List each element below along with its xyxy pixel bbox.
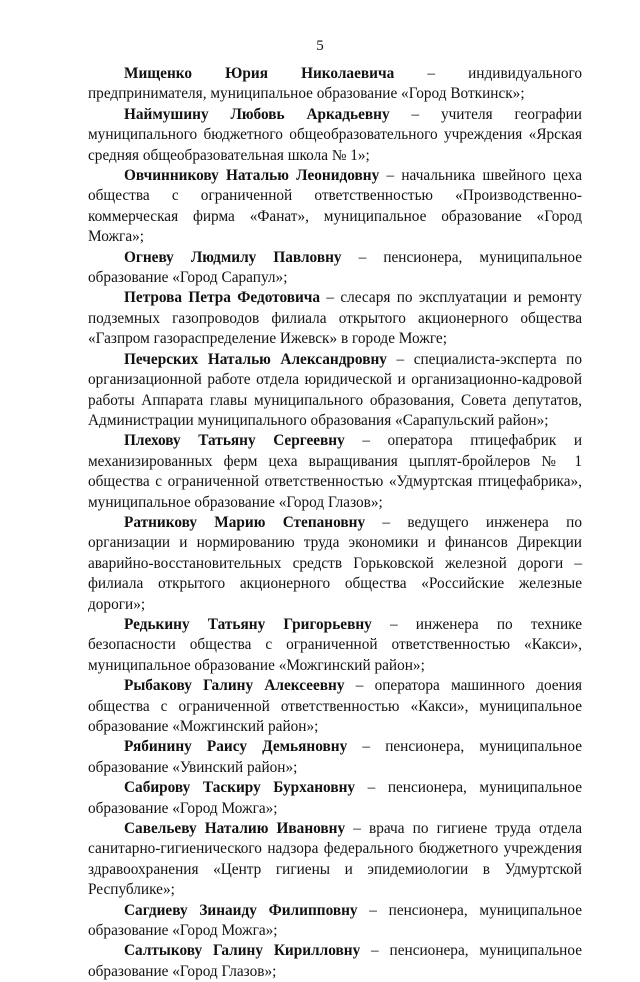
entry-text: – оператора машинного доения общества с ограниченной ответственностью «Какси», муниципальное образование «Можгинский район»; — [88, 677, 583, 735]
entry-text: – начальника швейного цеха общества с ограниченной ответственностью «Производственно-коммерческая фирма «Фанат», муниципальное образование «Город Можга»; — [88, 167, 582, 246]
entry-paragraph — [88, 737, 582, 778]
entry-paragraph — [88, 676, 582, 737]
entry-name: Рыбакову Галину Алексеевну — [124, 677, 345, 695]
entry-text: – пенсионера, муниципальное образование «Город Можга»; — [88, 779, 582, 817]
entry-text: – врача по гигиене труда отдела санитарно-гигиенического надзора федерального бюджетного учреждения здравоохранения «Центр гигиены и эпидемиологии в Удмуртской Республике»; — [88, 820, 582, 899]
entry-name: Сабирову Таскиру Бурхановну — [124, 779, 356, 797]
entry-paragraph — [88, 431, 582, 513]
entry-name: Плехову Татьяну Сергеевну — [124, 432, 345, 450]
entry-name: Овчинникову Наталью Леонидовну — [124, 167, 380, 185]
page-number: 5 — [316, 38, 324, 54]
entry-name: Сагдиеву Зинаиду Филипповну — [124, 901, 358, 919]
entry-paragraph — [88, 288, 582, 349]
entry-name: Наймушину Любовь Аркадьевну — [124, 105, 390, 123]
entry-text: – учителя географии муниципального бюджетного общеобразовательного учреждения «Ярская средняя общеобразовательная школа № 1»; — [88, 105, 582, 164]
entry-paragraph — [88, 64, 582, 105]
entry-text: – ведущего инженера по организации и нормированию труда экономики и финансов Дирекции аварийно-восстановительных средств Горьковской железной дороги – филиала открытого акционерного общества «Российские железные дороги»; — [88, 513, 582, 613]
entry-paragraph — [88, 819, 582, 901]
entry-name: Печерских Наталью Александровну — [124, 350, 387, 368]
entry-name: Савельеву Наталию Ивановну — [124, 820, 346, 838]
entry-text: – специалиста-эксперта по организационной работе отдела юридической и организационно-кадровой работы Аппарата главы муниципального образования, Совета депутатов, Администрации муниципального образования «Сарапульский район»; — [88, 350, 583, 429]
entry-text: – пенсионера, муниципальное образование «Увинский район»; — [88, 738, 582, 776]
entry-name: Салтыкову Галину Кирилловну — [124, 942, 361, 960]
entry-text: – слесаря по эксплуатации и ремонту подземных газопроводов филиала открытого акционерного общества «Газпром газораспределение Ижевск» в городе Можге; — [88, 289, 583, 348]
entry-text: – пенсионера, муниципальное образование «Город Глазов»; — [88, 942, 582, 980]
entry-name: Рябинину Раису Демьяновну — [124, 738, 348, 756]
entry-paragraph — [88, 513, 582, 615]
entry-text: – пенсионера, муниципальное образование «Город Можга»; — [88, 901, 582, 940]
entry-text: – пенсионера, муниципальное образование «Город Сарапул»; — [88, 248, 582, 287]
entry-paragraph — [88, 901, 582, 942]
entry-name: Мищенко Юрия Николаевича — [124, 65, 395, 82]
entry-paragraph — [88, 778, 582, 819]
entry-paragraph — [88, 105, 582, 166]
entry-paragraph — [88, 166, 582, 248]
entry-paragraph — [88, 941, 582, 982]
entry-text: – инженера по технике безопасности общества с ограниченной ответственностью «Какси», муниципальное образование «Можгинский район»; — [88, 615, 582, 674]
entry-text: – оператора птицефабрик и механизированных ферм цеха выращивания цыплят-бройлеров № 1 общества с ограниченной ответственностью «Удмуртская птицефабрика», муниципальное образование «Город Глазов»; — [88, 432, 583, 511]
entry-text: – индивидуального предпринимателя, муниципальное образование «Город Воткинск»; — [88, 65, 583, 103]
entry-paragraph — [88, 615, 582, 676]
entry-name: Петрова Петра Федотовича — [124, 289, 321, 307]
entry-paragraph — [88, 350, 582, 432]
entry-name: Ратникову Марию Степановну — [124, 513, 366, 531]
entry-paragraph — [88, 248, 582, 289]
entry-name: Редькину Татьяну Григорьевну — [124, 615, 372, 633]
entry-name: Огневу Людмилу Павловну — [124, 248, 342, 266]
document-body — [88, 64, 582, 982]
